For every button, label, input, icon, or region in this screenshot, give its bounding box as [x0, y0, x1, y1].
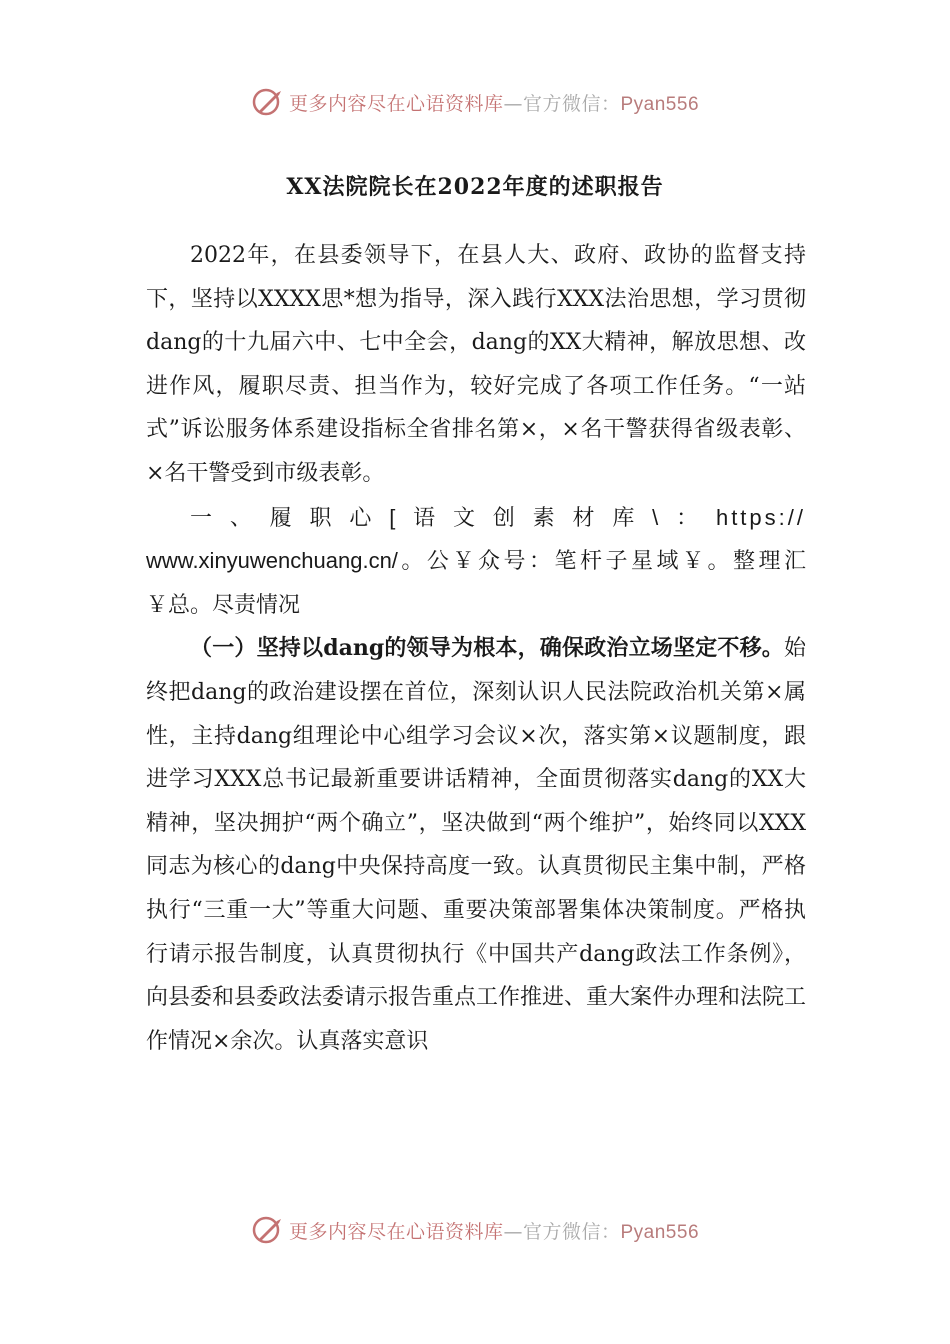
header-banner — [0, 82, 950, 122]
section-one-heading-rest: 。公￥众号：笔杆子星域￥。整理汇￥总。尽责情况 — [146, 549, 806, 618]
source-url: www.xinyuwenchuang.cn/ — [146, 548, 398, 574]
banner-text — [289, 1217, 699, 1244]
banner-wechat-label: —官方微信： — [503, 1220, 621, 1243]
footer-banner — [0, 1210, 950, 1250]
document-body — [146, 234, 806, 1063]
paragraph-political-stance — [146, 627, 806, 1063]
paragraph-intro: 2022年，在县委领导下，在县人大、政府、政协的监督支持下，坚持以XXXX思*想为指导，深入践行XXX法治思想，学习贯彻dang的十九届六中、七中全会，dang的XX大精神，解放思想、改进作风，履职尽责、担当作为，较好完成了各项工作任务。“一站式”诉讼服务体系建设指标全省排名第×，×名干警获得省级表彰、×名干警受到市级表彰。 — [146, 243, 806, 486]
document-title: XX法院院长在2022年度的述职报告 — [286, 174, 664, 200]
banner-library-text: 更多内容尽在心语资料库 — [288, 92, 504, 115]
banner-library-text: 更多内容尽在心语资料库 — [288, 1220, 504, 1243]
banner-wechat-id: Pyan556 — [620, 1221, 700, 1243]
pen-logo-icon — [251, 1213, 285, 1247]
banner-wechat-label: —官方微信： — [503, 92, 621, 115]
paragraph-section-one — [146, 496, 806, 628]
pen-logo-icon — [251, 85, 285, 119]
banner-wechat-id: Pyan556 — [620, 93, 700, 115]
political-stance-text: 始终把dang的政治建设摆在首位，深刻认识人民法院政治机关第×属性，主持dang组理论中心组学习会议×次，落实第×议题制度，跟进学习XXX总书记最新重要讲话精神，全面贯彻落实dang的XX大精神，坚决拥护“两个确立”，坚决做到“两个维护”，始终同以XXX同志为核心的dang中央保持高度一致。认真贯彻民主集中制，严格执行“三重一大”等重大问题、重要决策部署集体决策制度。严格执行请示报告制度，认真贯彻执行《中国共产dang政法工作条例》，向县委和县委政法委请示报告重点工作推进、重大案件办理和法院工作情况×余次。认真落实意识 — [146, 636, 807, 1054]
subheading-political-stance: （一）坚持以dang的领导为根本，确保政治立场坚定不移。 — [190, 635, 784, 662]
section-one-heading-line: 一、履职心[语文创素材库\：https:// — [190, 504, 806, 530]
banner-text — [289, 89, 699, 116]
